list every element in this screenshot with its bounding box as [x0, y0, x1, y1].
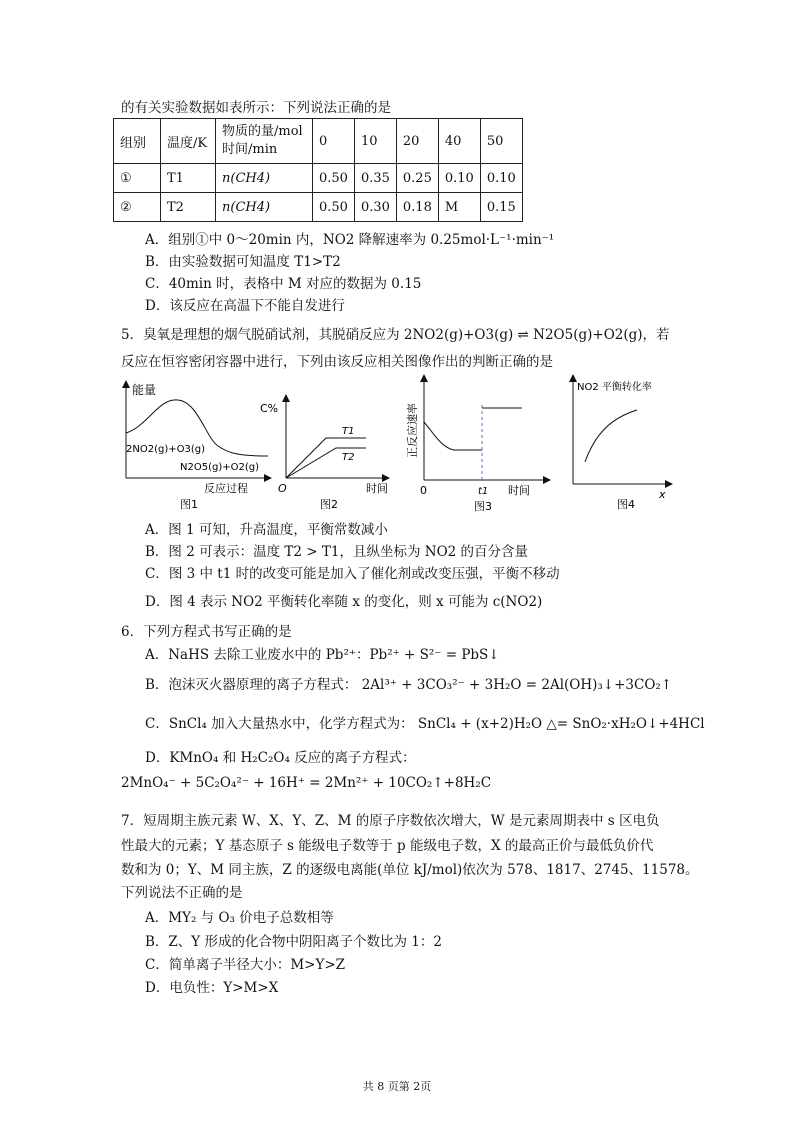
fig2-t1: T1 [342, 426, 355, 437]
fig4-xlabel: x [659, 488, 666, 501]
figure-1 [118, 378, 278, 513]
q7-line2: 性最大的元素；Y 基态原子 s 能级电子数等于 p 能级电子数，X 的最高正价与最低负价代 [121, 838, 654, 854]
figure-4 [565, 374, 675, 514]
fig1-reactant: 2NO2(g)+O3(g) [126, 444, 205, 455]
q5-option-a: A．图 1 可知，升高温度，平衡常数减小 [145, 522, 388, 538]
fig1-xlabel: 反应过程 [204, 482, 248, 495]
fig1-ylabel: 能量 [132, 383, 157, 397]
figure-2 [256, 392, 396, 514]
table-row: 组别 温度/K 物质的量/mol 时间/min 0 10 20 40 50 [114, 119, 523, 164]
fig1-caption: 图1 [180, 498, 198, 511]
q7-option-d: D．电负性：Y>M>X [145, 980, 279, 996]
table-row: ② T2 n(CH4) 0.50 0.30 0.18 M 0.15 [114, 193, 523, 222]
q7-option-b: B．Z、Y 形成的化合物中阴阳离子个数比为 1：2 [145, 934, 442, 950]
fig3-caption: 图3 [474, 500, 492, 513]
fig4-ylabel: NO2 平衡转化率 [577, 382, 652, 393]
q6-option-c: C．SnCl₄ 加入大量热水中，化学方程式为： SnCl₄ + (x+2)H₂O △= SnO₂·xH₂O↓+4HCl [145, 716, 705, 732]
fig2-xlabel: 时间 [366, 482, 388, 495]
fig3-t1: t1 [478, 486, 489, 497]
fig2-ylabel: C% [260, 402, 279, 415]
q5-option-c: C．图 3 中 t1 时的改变可能是加入了催化剂或改变压强，平衡不移动 [145, 566, 560, 582]
q7-line3: 数和为 0；Y、M 同主族，Z 的逐级电离能(单位 kJ/mol)依次为 578、1817、2745、11578。 [121, 862, 699, 878]
intro-line: 的有关实验数据如表所示：下列说法正确的是 [121, 100, 391, 116]
fig2-origin: O [278, 482, 287, 495]
q4-option-d: D．该反应在高温下不能自发进行 [145, 298, 345, 314]
q6-d-equation: 2MnO₄⁻ + 5C₂O₄²⁻ + 16H⁺ = 2Mn²⁺ + 10CO₂↑+8H₂C [121, 775, 492, 791]
fig3-xlabel: 时间 [508, 484, 530, 497]
fig3-ylabel: 正反应速率 [406, 403, 419, 458]
table-row: ① T1 n(CH4) 0.50 0.35 0.25 0.10 0.10 [114, 164, 523, 193]
q7-line1: 7．短周期主族元素 W、X、Y、Z、M 的原子序数依次增大，W 是元素周期表中 s 区电负 [121, 813, 660, 829]
page-footer: 共 8 页第 2页 [362, 1080, 432, 1093]
fig4-caption: 图4 [617, 498, 635, 511]
q4-option-a: A．组别①中 0～20min 内，NO2 降解速率为 0.25mol·L⁻¹·min⁻¹ [145, 232, 555, 248]
fig3-origin: 0 [420, 484, 427, 497]
figure-3 [402, 372, 552, 514]
q5-option-d: D．图 4 表示 NO2 平衡转化率随 x 的变化，则 x 可能为 c(NO2) [145, 594, 543, 610]
fig2-t2: T2 [342, 452, 355, 463]
q5-stem-line1: 5．臭氧是理想的烟气脱硝试剂，其脱硝反应为 2NO2(g)+O3(g) ⇌ N2O5(g)+O2(g)，若 [121, 327, 670, 343]
q5-stem-line2: 反应在恒容密闭容器中进行，下列由该反应相关图像作出的判断正确的是 [121, 354, 553, 370]
fig1-product: N2O5(g)+O2(g) [180, 462, 259, 473]
q4-option-b: B．由实验数据可知温度 T1>T2 [145, 254, 341, 270]
q6-option-a: A．NaHS 去除工业废水中的 Pb²⁺：Pb²⁺ + S²⁻ = PbS↓ [145, 647, 500, 663]
fig2-caption: 图2 [320, 498, 338, 511]
q7-line4: 下列说法不正确的是 [121, 885, 243, 901]
q4-option-c: C．40min 时，表格中 M 对应的数据为 0.15 [145, 276, 422, 292]
q6-stem: 6．下列方程式书写正确的是 [121, 624, 292, 640]
q6-option-d: D．KMnO₄ 和 H₂C₂O₄ 反应的离子方程式： [145, 750, 416, 766]
q7-option-c: C．简单离子半径大小：M>Y>Z [145, 957, 346, 973]
q6-option-b: B．泡沫灭火器原理的离子方程式： 2Al³⁺ + 3CO₃²⁻ + 3H₂O = 2Al(OH)₃↓+3CO₂↑ [145, 677, 673, 693]
data-table [113, 118, 523, 222]
q5-option-b: B．图 2 可表示：温度 T2 > T1，且纵坐标为 NO2 的百分含量 [145, 544, 529, 560]
q7-option-a: A．MY₂ 与 O₃ 价电子总数相等 [145, 910, 334, 926]
